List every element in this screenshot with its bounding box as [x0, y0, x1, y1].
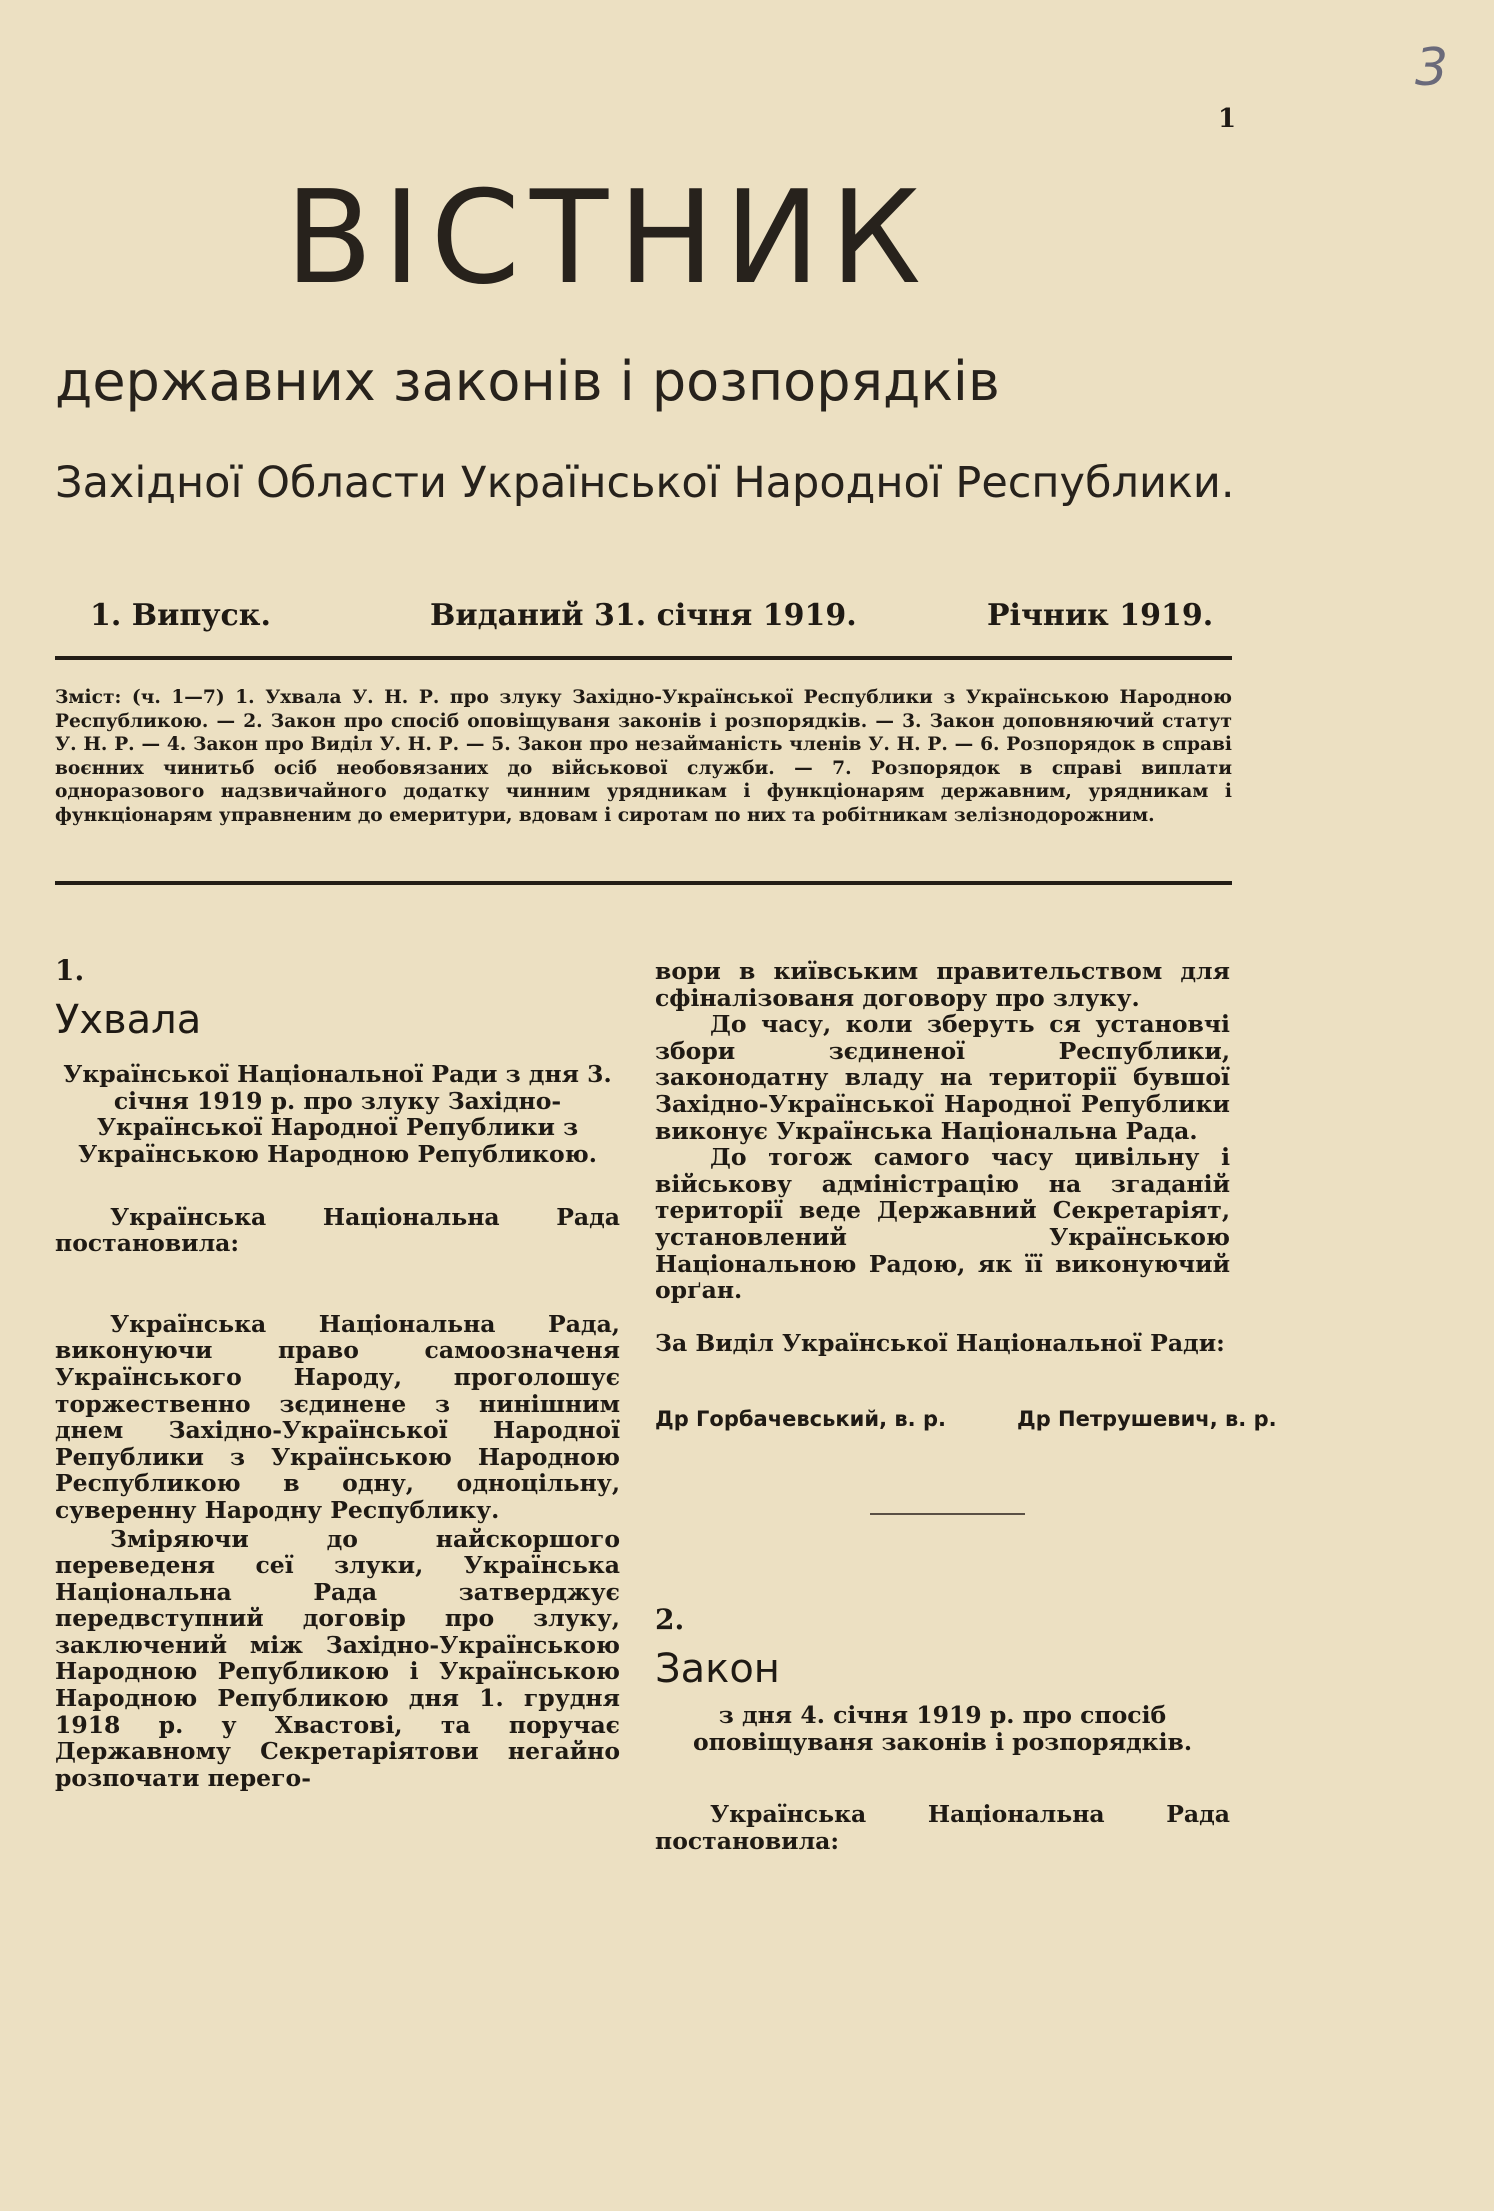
section-1-heading: Ухвала	[55, 996, 202, 1043]
handwritten-number: 3	[1415, 38, 1449, 98]
section-1-signoff: За Виділ Української Національної Ради:	[655, 1328, 1225, 1357]
section-1-paragraph: До тогож самого часу цивільну і військову адміністрацію на згаданій території веде Державний Секретаріят, установлений Українською Національною Радою, як її виконуючий орґан.	[655, 1143, 1230, 1305]
section-2-heading: Закон	[655, 1645, 780, 1692]
section-divider	[870, 1513, 1025, 1515]
section-1-paragraph: вори в київським правительством для сфіналізованя договору про злуку.	[655, 957, 1230, 1012]
issue-date: Виданий 31. січня 1919.	[430, 598, 857, 633]
issue-year: Річник 1919.	[987, 598, 1214, 633]
masthead-subtitle: державних законів і розпорядків	[55, 350, 1000, 413]
section-1-intro: Українська Національна Рада постановила:	[55, 1202, 620, 1258]
section-1-paragraph: Українська Національна Рада, виконуючи право самоозначеня Українського Народу, проголошує торжественно зєдинене з нинішним днем Західно-Української Народної Републики з Українською Народною Республикою в одну, одноцільну, суверенну Народну Республику.	[55, 1309, 620, 1524]
section-1-number: 1.	[55, 954, 85, 987]
table-of-contents: Зміст: (ч. 1—7) 1. Ухвала У. Н. Р. про злуку Західно-Української Республики з Українською Народною Республикою. — 2. Закон про спосіб оповіщуваня законів і розпорядків. — 3. Закон доповняючий статут У. Н. Р. — 4. Закон про Виділ У. Н. Р. — 5. Закон про незайманість членів У. Н. Р. — 6. Розпорядок в справі воєнних чинитьб осіб необовязаних до військової служби. — 7. Розпорядок в справі виплати одноразового надзвичайного додатку чинним урядникам і функціонарям державним, урядникам і функціонарям управненим до емеритури, вдовам і сиротам по них та робітникам зелізнодорожним.	[55, 687, 1232, 826]
contents-divider	[55, 881, 1232, 885]
signature-petrushevych: Др Петрушевич, в. р.	[1017, 1407, 1277, 1431]
top-divider	[55, 656, 1232, 660]
section-1-paragraph: Зміряючи до найскоршого переведеня сеї злуки, Українська Національна Рада затверджує передвступний договір про злуку, заключений між Західно-Українською Народною Републикою і Українською Народною Републикою дня 1. грудня 1918 р. у Хвастові, та поручає Державному Секретаріятови негайно розпочати перего-	[55, 1524, 620, 1792]
issue-number: 1. Випуск.	[90, 598, 271, 633]
section-1-subheading: Української Національної Ради з дня 3. січня 1919 р. про злуку Західно-Української Народної Републики з Українською Народною Републикою.	[63, 1060, 612, 1168]
section-2-subheading: з дня 4. січня 1919 р. про спосіб оповіщуваня законів і розпорядків.	[692, 1701, 1193, 1756]
left-column	[55, 954, 620, 1792]
signature-horbachevsky: Др Горбачевський, в. р.	[655, 1407, 946, 1431]
section-2-intro: Українська Національна Рада постановила:	[655, 1800, 1230, 1855]
section-2	[655, 1603, 1230, 1855]
masthead-subtitle-2: Західної Области Української Народної Республики.	[55, 458, 1235, 508]
masthead-title: ВІСТНИК	[285, 164, 931, 313]
page-number: 1	[1218, 104, 1237, 134]
right-column	[655, 958, 1230, 1356]
section-2-number: 2.	[655, 1603, 685, 1636]
section-1-paragraph: До часу, коли зберуть ся установчі збори зєдиненої Республики, законодатну владу на території бувшої Західно-Української Народної Републики виконує Українська Національна Рада.	[655, 1010, 1230, 1145]
